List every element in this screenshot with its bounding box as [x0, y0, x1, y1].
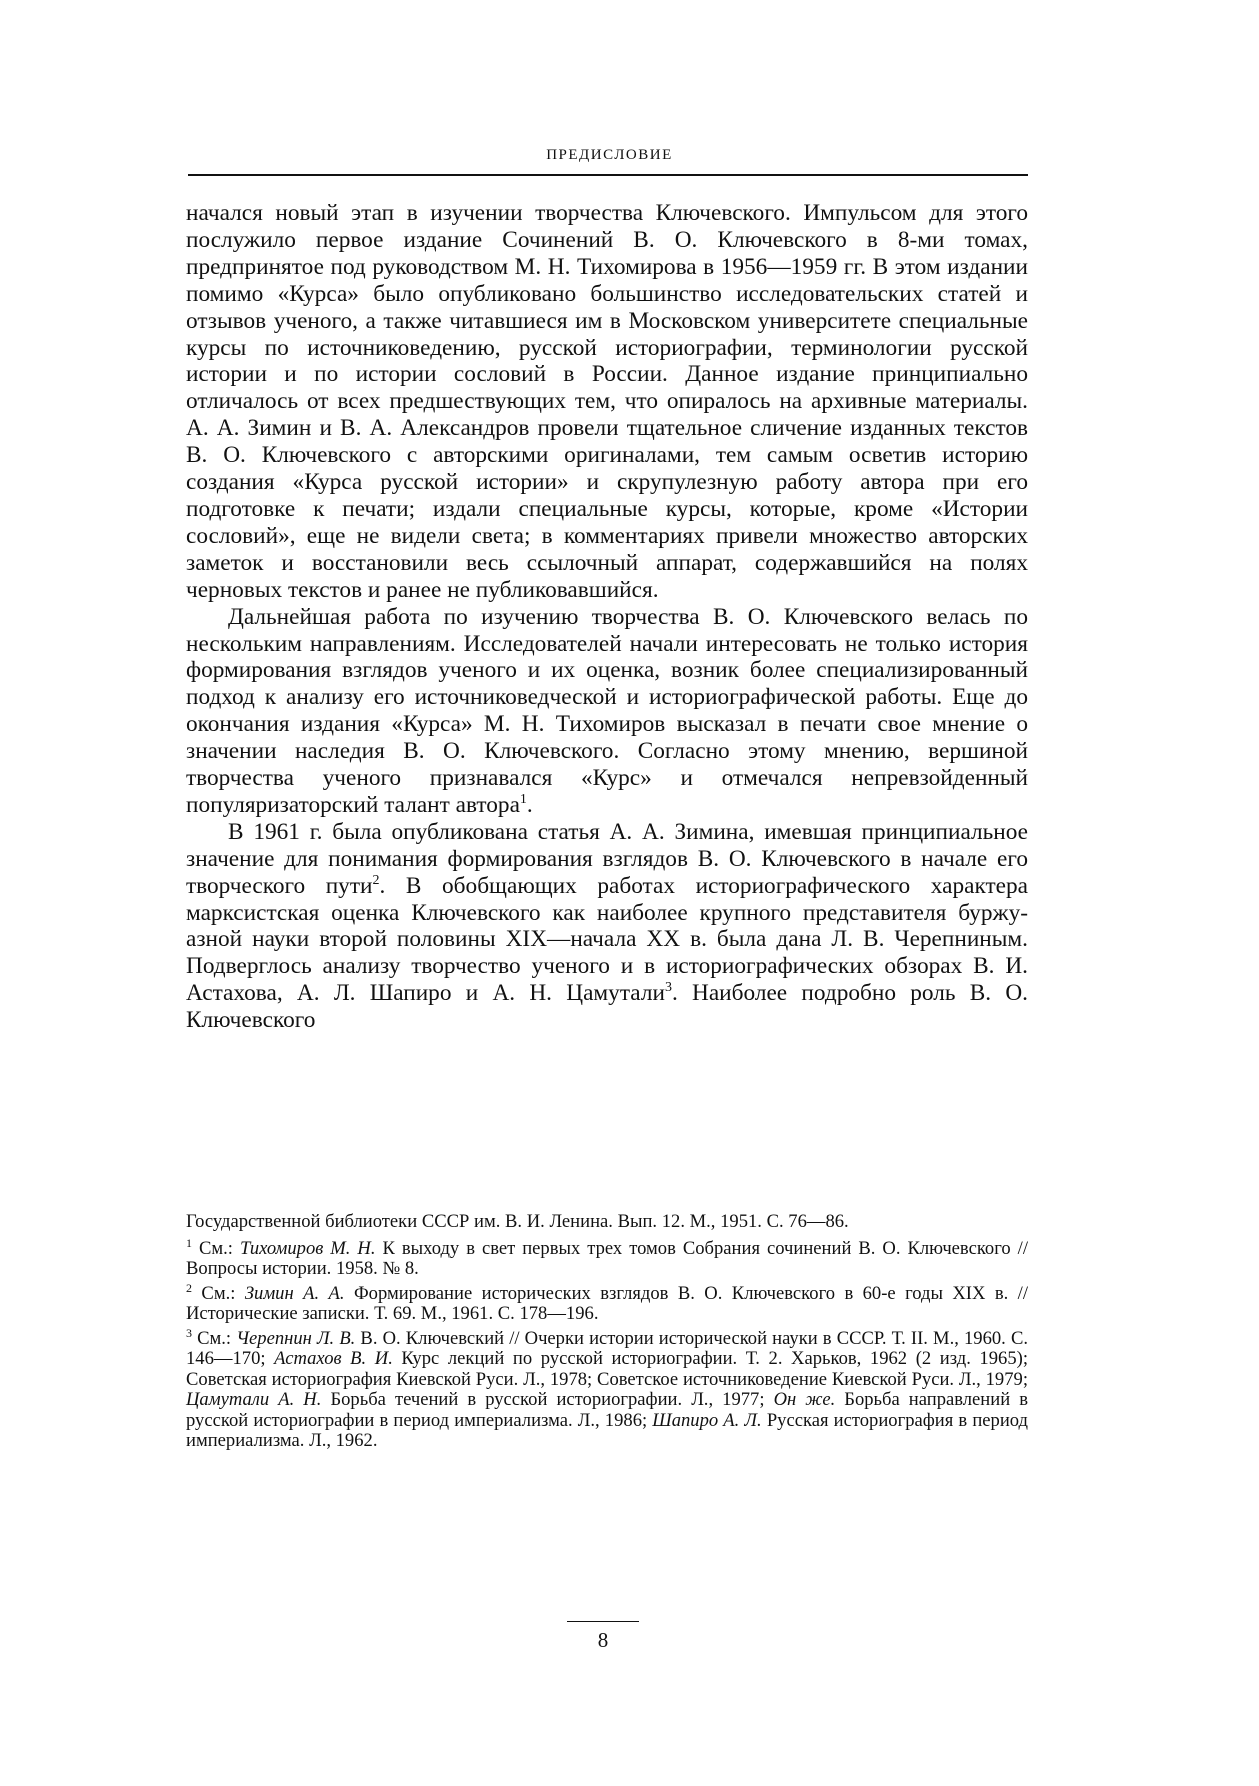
paragraph-3-text-c: . Наиболее подробно роль В. О. Ключевского — [186, 980, 1028, 1034]
footnote-3-author-1: Черепнин Л. В. — [236, 1327, 356, 1349]
footnote-1-author: Тихомиров М. Н. — [239, 1237, 376, 1259]
footnote-3-author-4: Он же. — [773, 1389, 836, 1410]
footnote-ref-2[interactable]: 2 — [372, 872, 380, 888]
footnote-mark-2: 2 — [186, 1280, 192, 1295]
paragraph-2-end: . — [526, 791, 533, 818]
footnote-ref-1[interactable]: 1 — [519, 792, 527, 808]
footnote-ref-3[interactable]: 3 — [664, 980, 672, 996]
footnote-2-prefix: См.: — [192, 1282, 245, 1304]
footnote-3-text-3: Борьба течений в русской историографии. Л., 1977; — [321, 1389, 774, 1410]
footnote-3-text-2: Курс лекций по русской историографии. Т. 2. Харьков, 1962 (2 изд. 1965); Советская историография Киевской Руси. Л., 1978; Советское источниковедение Киевской Руси. Л., 1979; — [186, 1348, 1028, 1390]
paragraph-3-text-a: В 1961 г. была опубликована статья А. А. Зимина, имевшая принципиальное значение для понимания формирования взглядов В. О. Ключевского в начале его творческого пути — [186, 818, 1028, 899]
footnote-3-author-2: Астахов В. И. — [274, 1348, 393, 1369]
page-number: 8 — [597, 1628, 609, 1652]
running-title: ПРЕДИСЛОВИЕ — [546, 147, 673, 163]
header-rule — [188, 174, 1028, 176]
footnote-2 — [186, 1280, 1029, 1325]
footnote-3-text-5: Русская историография в период империализма. Л., 1962. — [186, 1409, 1029, 1451]
footnote-2-text: Формирование исторических взглядов В. О. Ключевского в 60-е годы XIX в. // Исторические записки. Т. 69. М., 1961. С. 178—196. — [186, 1282, 1029, 1324]
footnote-1-text: К выходу в свет первых трех томов Собрания сочинений В. О. Ключевского // Вопросы истории. 1958. № 8. — [186, 1237, 1028, 1279]
paragraph-2-text: Дальнейшая работа по изучению творчества В. О. Ключевского велась по нескольким направлениям. Исследователей начали интересовать не только история формирования взглядов ученого и их оценка, возник более специализированный подход к анализу его источниковедческой и историографической работы. Еще до окончания издания «Курса» М. Н. Тихомиров высказал в печати свое мнение о значении наследия В. О. Ключевского. Согласно этому мнению, вершиной творчества ученого признавался «Курс» и отмечался непревзойденный популяризаторский талант автора — [186, 603, 1028, 818]
footnote-1 — [186, 1235, 1028, 1280]
footnote-3-text-4: Борьба направлений в русской историографии в период империализма. Л., 1986; — [186, 1389, 1028, 1431]
paragraph-2 — [186, 604, 1028, 819]
footnote-continuation: Государственной библиотеки СССР им. В. И. Ленина. Вып. 12. М., 1951. С. 76—86. — [186, 1211, 849, 1232]
footnote-3-text-1: В. О. Ключевский // Очерки истории исторической науки в СССР. Т. II. М., 1960. С. 146—170; — [186, 1327, 1028, 1369]
footnote-3-prefix: См.: — [192, 1327, 237, 1349]
page-number-rule — [567, 1621, 639, 1622]
main-text — [186, 200, 1028, 1034]
footnote-mark-3: 3 — [186, 1325, 192, 1340]
footnote-2-author: Зимин А. А. — [244, 1282, 345, 1304]
paragraph-1: начался новый этап в изучении творчества Ключевского. Импульсом для этого послужило первое издание Сочинений В. О. Ключевского в 8-ми томах, предпринятое под руководством М. Н. Тихомирова в 1956—1959 гг. В этом издании помимо «Курса» было опубликовано большинство исследовательских статей и отзывов ученого, а также читавшиеся им в Московском университете специальные курсы по источниковедению, русской историографии, терминологии русской истории и по истории сословий в России. Данное издание принципиально отличалось от всех предшествующих тем, что опиралось на архивные материалы. А. А. Зимин и В. А. Александров провели тщательное сличение изданных текстов В. О. Ключевского с авторскими оригиналами, тем самым осветив историю создания «Курса русской истории» и скрупулезную работу автора при его подготовке к печати; издали специальные курсы, которые, кроме «Истории сословий», еще не видели света; в комментариях привели множество авторских заметок и восстановили весь ссылочный аппарат, содержавшийся на полях черновых текстов и ранее не публиковавшийся. — [186, 200, 1028, 603]
footnote-mark-1: 1 — [186, 1235, 192, 1250]
footnote-3-author-3: Цамутали А. Н. — [186, 1389, 322, 1410]
footnotes — [186, 1212, 1028, 1456]
paragraph-3 — [186, 819, 1028, 1034]
footnote-1-prefix: См.: — [192, 1237, 240, 1259]
footnote-3 — [186, 1325, 1029, 1452]
footnote-3-author-5: Шапиро А. Л. — [652, 1409, 762, 1431]
paragraph-3-text-b: . В обобщающих работах историографического характера марксистская оценка Ключевского как наиболее крупного представителя буржуазной науки второй половины XIX—начала XX в. была дана Л. В. Черепниным. Подверглось анализу творчество ученого и в историографических обзорах В. И. Астахова, А. Л. Шапиро и А. Н. Цамутали — [186, 872, 1028, 1007]
